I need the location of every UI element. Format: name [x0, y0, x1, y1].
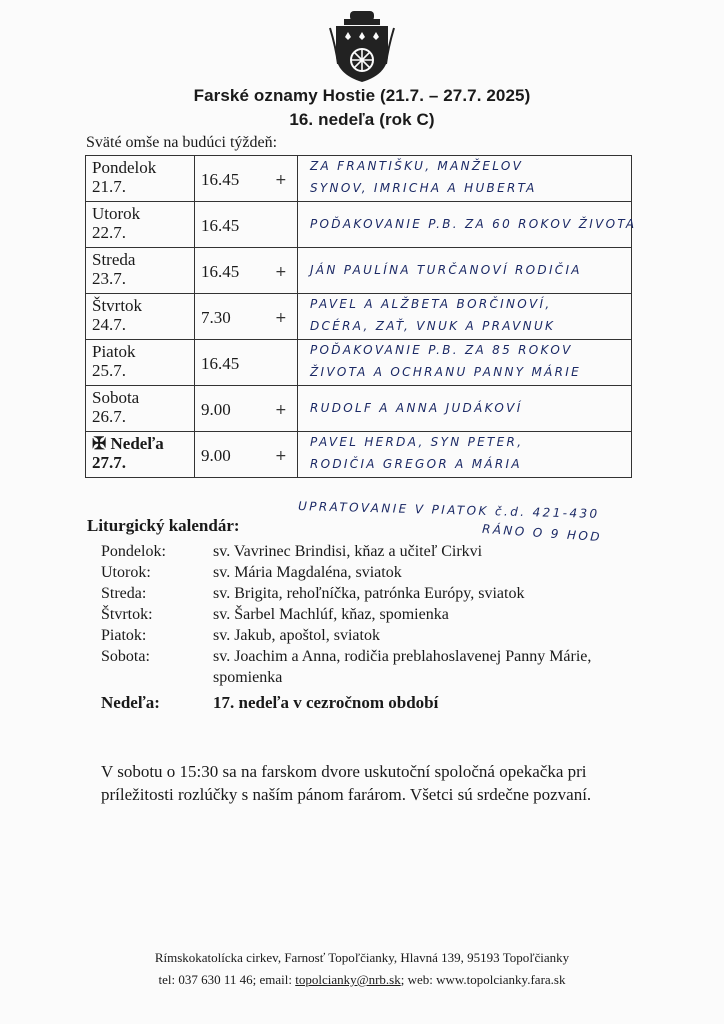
- mass-intention-cell: [298, 432, 632, 478]
- mass-day: ✠ Nedeľa: [92, 434, 164, 453]
- announcement-text: V sobotu o 15:30 sa na farskom dvore uskutoční spoločná opekačka pri príležitosti rozlúčky s naším pánom farárom. Všetci sú srdečne pozvaní.: [101, 762, 592, 804]
- masses-intro: Sväté omše na budúci týždeň:: [86, 134, 278, 151]
- mass-day: Štvrtok: [92, 296, 143, 315]
- mass-intention-line: PAVEL A ALŽBETA BORČINOVÍ,: [310, 297, 552, 311]
- mass-intention-line: RODIČIA GREGOR A MÁRIA: [310, 457, 522, 471]
- bulletin-subtitle: 16. nedeľa (rok C): [289, 110, 435, 129]
- mass-time: 9.00: [201, 400, 231, 419]
- mass-time-cell: [195, 202, 298, 248]
- liturgy-feast: sv. Brigita, rehoľníčka, patrónka Európy, sviatok: [213, 585, 525, 602]
- mass-day-cell: [86, 294, 195, 340]
- mass-day-cell: [86, 340, 195, 386]
- deceased-cross-icon: +: [275, 402, 287, 418]
- liturgy-calendar: [101, 541, 661, 713]
- mass-date: 24.7.: [92, 315, 126, 334]
- liturgy-day: Utorok:: [101, 564, 151, 581]
- coat-of-arms-logo: [328, 8, 396, 84]
- liturgy-row: [101, 583, 661, 604]
- mass-intention-cell: [298, 340, 632, 386]
- footer-web: ; web: www.topolcianky.fara.sk: [400, 972, 566, 987]
- mass-intention-cell: [298, 294, 632, 340]
- mass-date: 25.7.: [92, 361, 126, 380]
- deceased-cross-icon: +: [275, 172, 287, 188]
- mass-intention-line: ZA FRANTIŠKU, MANŽELOV: [310, 159, 524, 173]
- mass-intention-cell: [298, 248, 632, 294]
- footer-phone: tel: 037 630 11 46; email:: [158, 972, 296, 987]
- mass-row: [86, 340, 632, 386]
- liturgy-row: [101, 646, 661, 688]
- mass-day-cell: [86, 202, 195, 248]
- mass-time: 9.00: [201, 446, 231, 465]
- mass-day: Streda: [92, 250, 136, 269]
- mass-time-cell: [195, 386, 298, 432]
- mass-intention-cell: [298, 386, 632, 432]
- mass-intention-line: RUDOLF A ANNA JUDÁKOVÍ: [310, 401, 523, 415]
- mass-row: [86, 386, 632, 432]
- mass-intention-cell: [298, 156, 632, 202]
- mass-time-cell: [195, 156, 298, 202]
- mass-day: Utorok: [92, 204, 141, 223]
- mass-row: [86, 432, 632, 478]
- liturgy-feast: sv. Vavrinec Brindisi, kňaz a učiteľ Cirkvi: [213, 543, 483, 560]
- deceased-cross-icon: +: [275, 310, 287, 326]
- mass-day-cell: [86, 432, 195, 478]
- mass-time: 16.45: [201, 216, 240, 235]
- liturgy-day: Streda:: [101, 585, 147, 602]
- mass-row: [86, 202, 632, 248]
- mass-date: 21.7.: [92, 177, 126, 196]
- mass-day-cell: [86, 248, 195, 294]
- liturgy-feast: 17. nedeľa v cezročnom období: [213, 693, 439, 712]
- liturgy-feast: sv. Jakub, apoštol, sviatok: [213, 627, 380, 644]
- liturgy-heading: Liturgický kalendár:: [87, 516, 240, 535]
- mass-intention-line: JÁN PAULÍNA TURČANOVÍ RODIČIA: [310, 263, 582, 277]
- mass-intention-line: POĎAKOVANIE P.B. ZA 85 ROKOV: [310, 343, 573, 357]
- mass-intention-line: SYNOV, IMRICHA A HUBERTA: [310, 181, 537, 195]
- liturgy-row: [101, 541, 661, 562]
- liturgy-day: Štvrtok:: [101, 606, 153, 623]
- mass-schedule-table: [85, 155, 637, 478]
- email-link[interactable]: topolcianky@nrb.sk: [295, 972, 401, 987]
- liturgy-row: [101, 562, 661, 583]
- liturgy-day: Nedeľa:: [101, 693, 160, 712]
- mass-time: 16.45: [201, 262, 240, 281]
- liturgy-row-sunday: [101, 692, 661, 713]
- mass-day-cell: [86, 156, 195, 202]
- footer-address: Rímskokatolícka cirkev, Farnosť Topoľčianky, Hlavná 139, 95193 Topoľčianky: [154, 950, 570, 965]
- mass-date: 27.7.: [92, 453, 126, 472]
- mass-intention-line: PAVEL HERDA, SYN PETER,: [310, 435, 524, 449]
- mass-row: [86, 248, 632, 294]
- liturgy-feast: sv. Šarbel Machlúf, kňaz, spomienka: [213, 606, 449, 623]
- mass-day: Sobota: [92, 388, 140, 407]
- handwritten-note-line1: UPRATOVANIE V PIATOK č.d. 421-430: [297, 499, 600, 521]
- mass-day: Pondelok: [92, 158, 157, 177]
- mass-time: 16.45: [201, 354, 240, 373]
- mass-row: [86, 294, 632, 340]
- liturgy-feast: sv. Mária Magdaléna, sviatok: [213, 564, 402, 581]
- mass-day: Piatok: [92, 342, 136, 361]
- mass-time: 7.30: [201, 308, 231, 327]
- handwritten-note-line2: RÁNO O 9 HOD: [481, 521, 603, 545]
- mass-time-cell: [195, 340, 298, 386]
- footer-contact: [0, 972, 724, 988]
- liturgy-day: Piatok:: [101, 627, 147, 644]
- liturgy-row: [101, 625, 661, 646]
- deceased-cross-icon: +: [275, 264, 287, 280]
- liturgy-feast: sv. Joachim a Anna, rodičia preblahoslavenej Panny Márie, spomienka: [213, 648, 592, 686]
- mass-row: [86, 156, 632, 202]
- liturgy-day: Pondelok:: [101, 543, 166, 560]
- mass-date: 23.7.: [92, 269, 126, 288]
- mass-time: 16.45: [201, 170, 240, 189]
- mass-intention-line: ŽIVOTA A OCHRANU PANNY MÁRIE: [310, 365, 582, 379]
- deceased-cross-icon: +: [275, 448, 287, 464]
- mass-date: 26.7.: [92, 407, 126, 426]
- mass-intention-line: POĎAKOVANIE P.B. ZA 60 ROKOV ŽIVOTA: [310, 217, 637, 231]
- liturgy-day: Sobota:: [101, 648, 150, 665]
- mass-time-cell: [195, 294, 298, 340]
- mass-date: 22.7.: [92, 223, 126, 242]
- mass-time-cell: [195, 248, 298, 294]
- mass-day-cell: [86, 386, 195, 432]
- mass-intention-cell: [298, 202, 637, 248]
- mass-time-cell: [195, 432, 298, 478]
- liturgy-row: [101, 604, 661, 625]
- bulletin-title: Farské oznamy Hostie (21.7. – 27.7. 2025): [193, 86, 531, 105]
- mass-intention-line: DCÉRA, ZAŤ, VNUK A PRAVNUK: [310, 319, 556, 333]
